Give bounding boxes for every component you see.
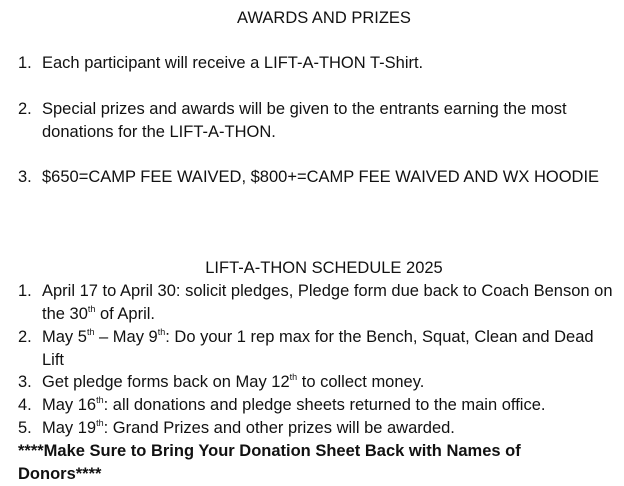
donation-reminder-note: ****Make Sure to Bring Your Donation Sheet Back with Names of Donors**** <box>18 442 521 483</box>
awards-item-2 <box>18 98 618 144</box>
ordinal-suffix: th <box>96 394 104 405</box>
list-text: Each participant will receive a LIFT-A-THON T-Shirt. <box>42 54 424 72</box>
schedule-item-1 <box>18 280 618 326</box>
schedule-title: LIFT-A-THON SCHEDULE 2025 <box>205 259 443 277</box>
awards-item-1 <box>18 52 618 75</box>
text-part: : Grand Prizes and other prizes will be awarded. <box>103 419 455 437</box>
list-text <box>42 280 618 326</box>
text-part: May 5 <box>42 328 87 346</box>
text-part: April 17 to April 30: solicit pledges, Pledge form due back to Coach Benson on the 30 <box>42 282 613 323</box>
text-part: : Do your 1 rep max for the Bench, Squat, Clean and Dead Lift <box>42 328 594 369</box>
list-number: 2. <box>18 328 32 346</box>
list-number: 1. <box>18 54 32 72</box>
schedule-item-3 <box>18 371 618 394</box>
list-number: 3. <box>18 168 32 186</box>
list-text: $650=CAMP FEE WAIVED, $800+=CAMP FEE WAIVED AND WX HOODIE <box>42 168 600 186</box>
awards-title: AWARDS AND PRIZES <box>237 9 411 27</box>
list-text <box>42 371 618 394</box>
ordinal-suffix: th <box>96 417 104 428</box>
text-part: Get pledge forms back on May 12 <box>42 373 290 391</box>
ordinal-suffix: th <box>289 371 298 382</box>
list-number: 3. <box>18 373 32 391</box>
list-number: 1. <box>18 282 32 300</box>
text-part: – May 9 <box>94 328 158 346</box>
list-number: 5. <box>18 419 32 437</box>
schedule-item-5 <box>18 417 618 440</box>
ordinal-suffix: th <box>157 326 166 337</box>
text-part: of April. <box>95 305 156 323</box>
text-part: May 19 <box>42 419 97 437</box>
schedule-item-2 <box>18 326 618 372</box>
ordinal-suffix: th <box>87 303 96 314</box>
list-text <box>42 326 618 372</box>
list-text <box>42 394 618 417</box>
list-number: 4. <box>18 396 32 414</box>
ordinal-suffix: th <box>86 326 95 337</box>
schedule-item-4 <box>18 394 618 417</box>
awards-item-3 <box>18 166 618 189</box>
text-part: May 16 <box>42 396 97 414</box>
list-text: Special prizes and awards will be given to the entrants earning the most donations for the LIFT-A-THON. <box>42 100 567 141</box>
list-number: 2. <box>18 100 32 118</box>
text-part: : all donations and pledge sheets returned to the main office. <box>103 396 546 414</box>
list-text <box>42 417 618 440</box>
text-part: to collect money. <box>297 373 425 391</box>
